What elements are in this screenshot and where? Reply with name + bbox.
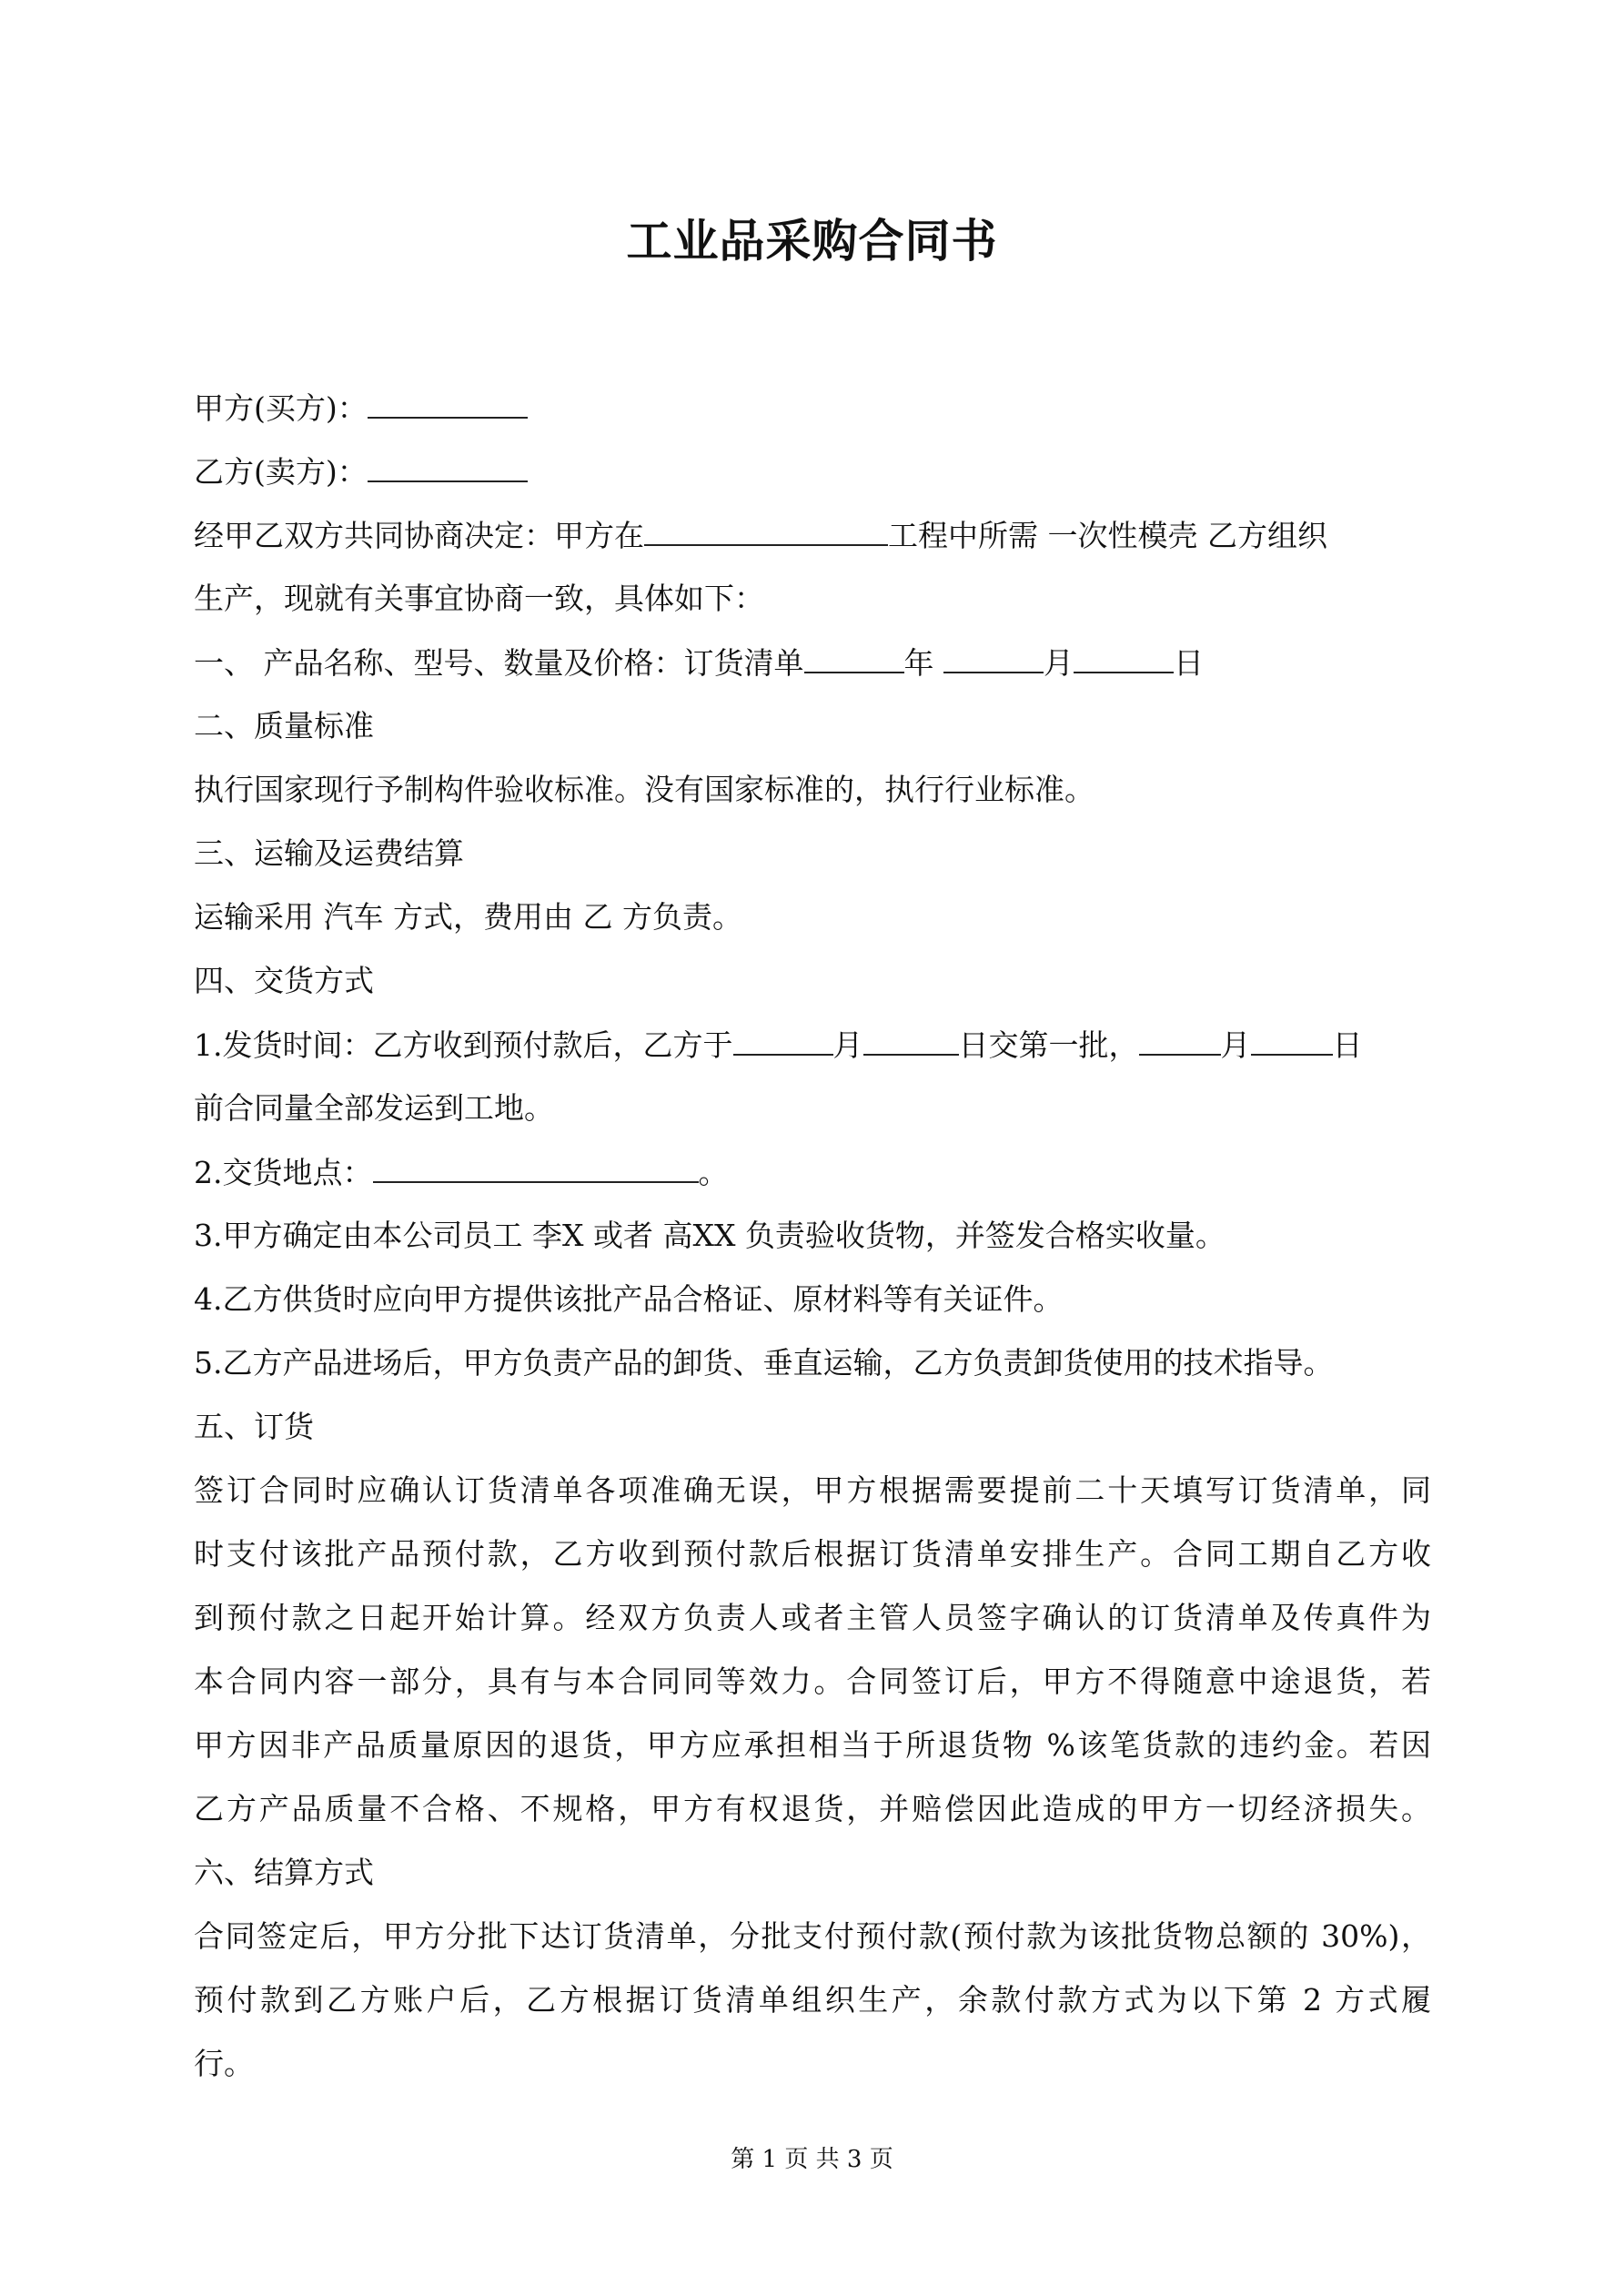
section-4-item-1-cont: 前合同量全部发运到工地。 (194, 1090, 554, 1126)
section-5-line: 乙方产品质量不合格、不规格，甲方有权退货，并赔偿因此造成的甲方一切经济损失。 (194, 1791, 1431, 1826)
day-label: 日 (1332, 1027, 1363, 1063)
seller-label: 乙方(卖方)： (194, 454, 368, 490)
section-2-heading: 二、质量标准 (194, 708, 374, 743)
section-5-line: 甲方因非产品质量原因的退货，甲方应承担相当于所退货物 %该笔货款的违约金。若因 (194, 1727, 1431, 1763)
item-2-end: 。 (698, 1155, 729, 1190)
section-3-text: 运输采用 汽车 方式，费用由 乙 方负责。 (194, 899, 742, 935)
section-1-text: 一、 产品名称、型号、数量及价格：订货清单 (194, 645, 804, 681)
month-label: 月 (1220, 1027, 1251, 1063)
item-2-text: 2.交货地点： (194, 1155, 373, 1190)
seller-line (194, 453, 528, 491)
day-label: 日 (1174, 645, 1204, 681)
section-4-item-5: 5.乙方产品进场后，甲方负责产品的卸货、垂直运输，乙方负责卸货使用的技术指导。 (194, 1345, 1334, 1381)
buyer-line (194, 389, 528, 427)
ship-day-1-blank[interactable] (863, 1027, 959, 1056)
month-label: 月 (832, 1027, 863, 1063)
seller-blank[interactable] (368, 453, 528, 482)
document-title: 工业品采购合同书 (626, 214, 998, 268)
ship-month-1-blank[interactable] (733, 1027, 833, 1056)
item-1-mid-text: 日交第一批， (958, 1027, 1139, 1063)
section-5-line: 时支付该批产品预付款，乙方收到预付款后根据订货清单安排生产。合同工期自乙方收 (194, 1536, 1431, 1572)
buyer-label: 甲方(买方)： (194, 390, 368, 426)
section-6-last-line: 行。 (194, 2046, 254, 2081)
section-1-line (194, 644, 1204, 682)
year-label: 年 (903, 645, 934, 681)
section-3-heading: 三、运输及运费结算 (194, 835, 464, 871)
section-5-heading: 五、订货 (194, 1409, 314, 1444)
section-4-item-2 (194, 1154, 729, 1191)
project-blank[interactable] (644, 517, 888, 546)
buyer-blank[interactable] (368, 389, 528, 419)
month-label: 月 (1044, 645, 1074, 681)
intro-line-1 (194, 517, 1327, 554)
intro-line-2: 生产，现就有关事宜协商一致，具体如下： (194, 581, 764, 616)
section-5-line: 到预付款之日起开始计算。经双方负责人或者主管人员签字确认的订货清单及传真件为 (194, 1600, 1431, 1635)
month-blank[interactable] (943, 644, 1044, 673)
section-4-item-3: 3.甲方确定由本公司员工 李X 或者 高XX 负责验收货物，并签发合格实收量。 (194, 1218, 1226, 1253)
section-4-item-4: 4.乙方供货时应向甲方提供该批产品合格证、原材料等有关证件。 (194, 1281, 1064, 1317)
page-number-footer: 第 1 页 共 3 页 (731, 2146, 893, 2173)
item-1-text: 1.发货时间：乙方收到预付款后，乙方于 (194, 1027, 733, 1063)
section-6-line: 预付款到乙方账户后，乙方根据订货清单组织生产，余款付款方式为以下第 2 方式履 (194, 1982, 1431, 2018)
delivery-place-blank[interactable] (373, 1154, 699, 1183)
day-blank[interactable] (1074, 644, 1174, 673)
ship-day-2-blank[interactable] (1251, 1027, 1333, 1056)
section-6-line: 合同签定后，甲方分批下达订货清单，分批支付预付款(预付款为该批货物总额的 30%)， (194, 1918, 1431, 1954)
section-5-line: 签订合同时应确认订货清单各项准确无误，甲方根据需要提前二十天填写订货清单，同 (194, 1472, 1431, 1508)
year-blank[interactable] (804, 644, 904, 673)
section-5-line: 本合同内容一部分，具有与本合同同等效力。合同签订后，甲方不得随意中途退货，若 (194, 1664, 1431, 1699)
section-2-text: 执行国家现行予制构件验收标准。没有国家标准的，执行行业标准。 (194, 772, 1094, 807)
section-4-heading: 四、交货方式 (194, 963, 374, 998)
intro-text-1: 经甲乙双方共同协商决定：甲方在 (194, 518, 644, 553)
section-4-item-1 (194, 1027, 1363, 1064)
intro-text-2: 工程中所需 一次性模壳 乙方组织 (888, 518, 1327, 553)
section-6-heading: 六、结算方式 (194, 1855, 374, 1890)
ship-month-2-blank[interactable] (1139, 1027, 1221, 1056)
